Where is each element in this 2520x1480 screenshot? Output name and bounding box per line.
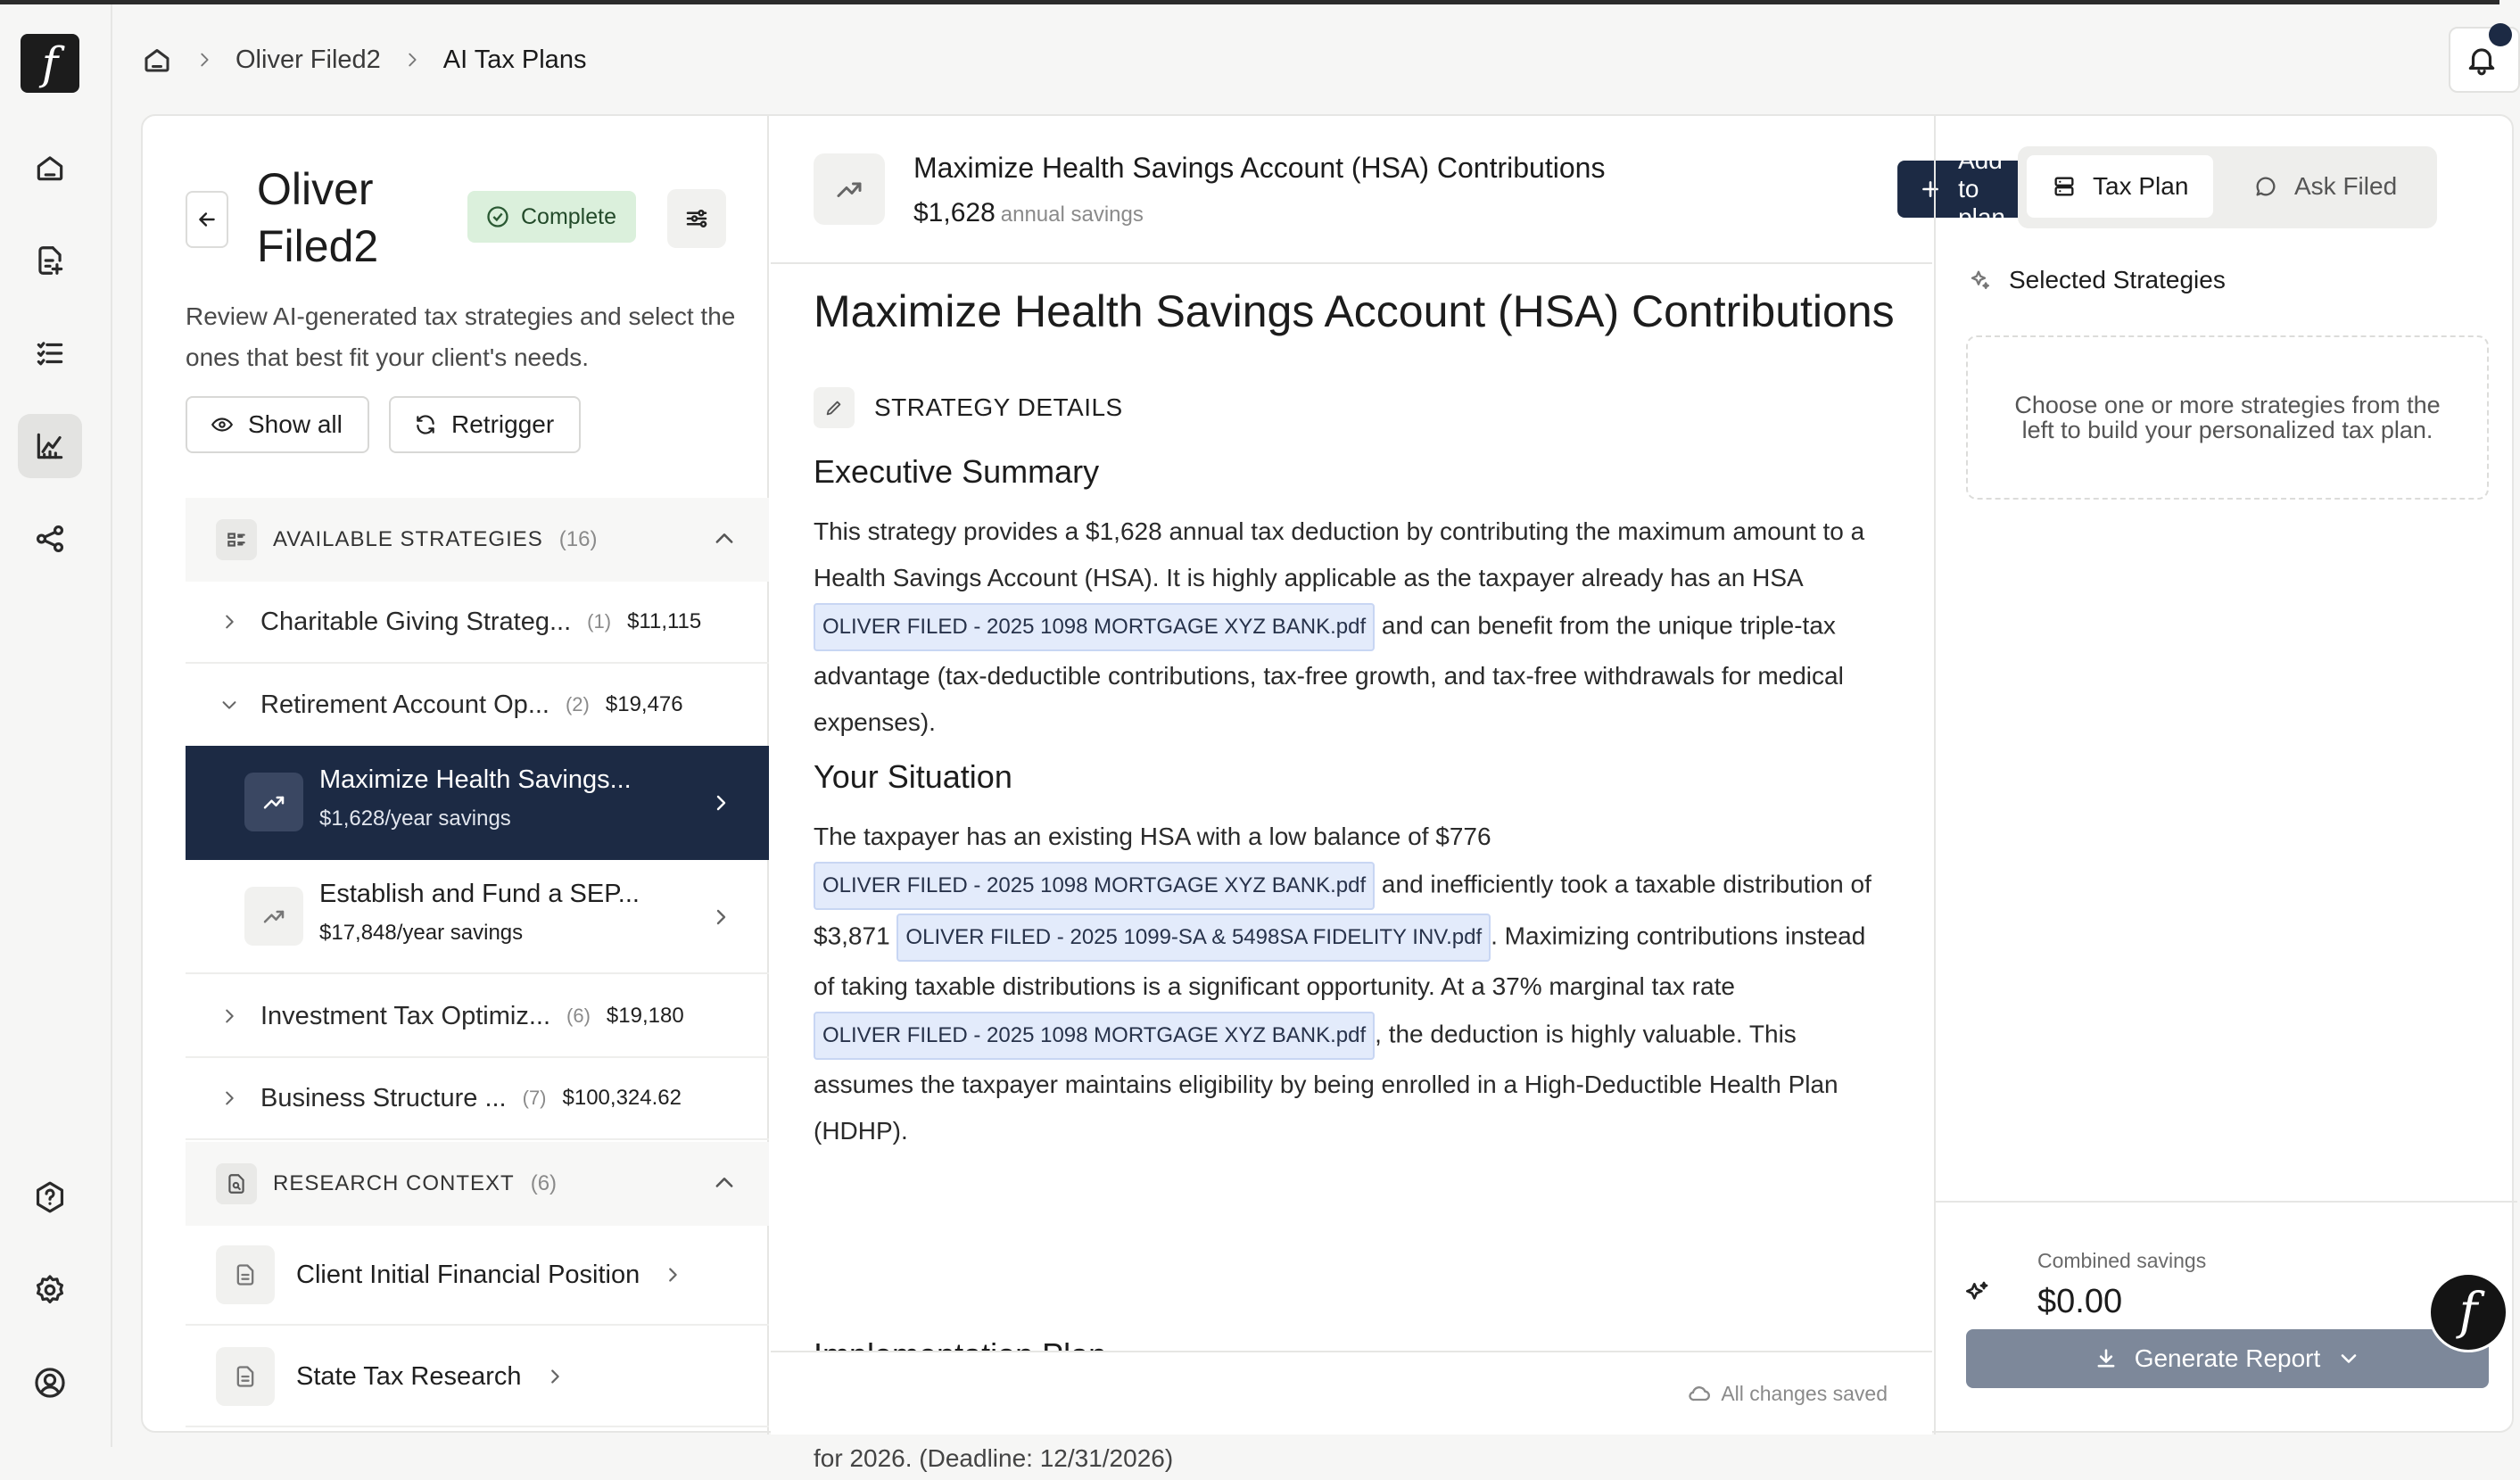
trending-up-icon <box>244 773 303 831</box>
chat-icon <box>2253 174 2278 199</box>
selected-strategies-title: Selected Strategies <box>2009 266 2226 294</box>
chevron-down-icon <box>219 695 239 715</box>
chevron-right-icon <box>219 1088 239 1108</box>
assistant-fab[interactable]: f <box>2428 1272 2508 1352</box>
document-reference[interactable]: OLIVER FILED - 2025 1098 MORTGAGE XYZ BANK.pdf <box>814 1012 1375 1060</box>
chart-icon[interactable] <box>18 414 82 478</box>
text: . Maximizing contributions instead of taking taxable distributions is a significant opportunity. At a 37% marginal tax rate <box>814 922 1866 1000</box>
strategy-savings: $1,628/year savings <box>319 806 511 831</box>
tab-tax-plan[interactable] <box>2027 155 2213 218</box>
notification-badge <box>2489 23 2512 46</box>
panel-description: Review AI-generated tax strategies and select the ones that best fit your client's needs. <box>186 302 736 371</box>
strategy-item[interactable] <box>186 860 769 974</box>
strategy-title: Maximize Health Savings... <box>319 765 632 794</box>
combined-savings-value: $0.00 <box>2037 1283 2123 1320</box>
text: and inefficiently took a taxable distribution of $3,871 <box>814 870 1871 950</box>
chevron-right-icon <box>219 1006 239 1026</box>
document-title: Maximize Health Savings Account (HSA) Contributions <box>814 286 1895 336</box>
document-icon[interactable] <box>18 228 82 293</box>
file-text-icon <box>216 1245 275 1304</box>
share-icon[interactable] <box>18 507 82 571</box>
filters-button[interactable] <box>667 189 726 248</box>
section-title: AVAILABLE STRATEGIES <box>273 527 543 551</box>
strategy-item-selected[interactable] <box>186 746 769 860</box>
list-icon <box>216 519 257 560</box>
tab-label: Ask Filed <box>2294 172 2398 200</box>
check-circle-icon <box>485 204 510 229</box>
home-icon[interactable] <box>141 44 173 76</box>
help-icon[interactable] <box>18 1165 82 1229</box>
group-name: Retirement Account Op... <box>260 690 549 719</box>
group-count: (6) <box>566 1005 591 1027</box>
group-count: (7) <box>522 1087 547 1109</box>
add-to-plan-label: Add to plan <box>1958 146 2005 231</box>
strategy-header <box>771 116 2005 264</box>
step-text: for 2026. (Deadline: 12/31/2026) <box>814 1444 1174 1472</box>
strategy-title: Establish and Fund a SEP... <box>319 880 640 908</box>
chevron-up-icon <box>712 526 737 551</box>
strategy-group[interactable] <box>186 1058 769 1140</box>
chevron-right-icon <box>194 50 214 70</box>
retrigger-button[interactable] <box>389 396 581 453</box>
group-name: Charitable Giving Strateg... <box>260 607 572 636</box>
filed-logo[interactable]: f <box>21 34 79 93</box>
selected-strategies-heading <box>1966 266 2226 294</box>
annual-savings <box>913 198 1144 228</box>
file-text-icon <box>216 1347 275 1406</box>
research-item[interactable] <box>186 1327 769 1427</box>
text: The taxpayer has an existing HSA with a low balance of $776 <box>814 823 1491 850</box>
text: and can benefit from the unique triple-tax advantage (tax-deductible contributions, tax-free growth, and tax-free withdrawals for medical expenses). <box>814 611 1844 736</box>
chevron-right-icon <box>663 1265 682 1285</box>
your-situation-text <box>814 814 1893 1154</box>
available-strategies-header[interactable] <box>186 498 769 582</box>
group-value: $19,180 <box>606 1004 684 1028</box>
client-name: Oliver Filed2 <box>257 164 379 271</box>
strategy-group[interactable] <box>186 664 769 746</box>
show-all-button[interactable] <box>186 396 369 453</box>
back-button[interactable] <box>186 191 228 248</box>
panel-tabs <box>2018 146 2437 228</box>
research-item-label: Client Initial Financial Position <box>296 1260 640 1289</box>
chevron-down-icon <box>2336 1346 2361 1371</box>
breadcrumb-client[interactable]: Oliver Filed2 <box>235 45 381 74</box>
generate-report-label: Generate Report <box>2134 1344 2321 1372</box>
strategy-detail-panel <box>771 116 2005 1472</box>
cloud-icon <box>1687 1381 1712 1406</box>
status-badge <box>467 191 636 243</box>
tasks-icon[interactable] <box>18 321 82 385</box>
generate-report-button[interactable] <box>1966 1329 2489 1388</box>
save-status-bar <box>771 1351 1932 1435</box>
chevron-right-icon <box>545 1367 565 1386</box>
group-value: $11,115 <box>627 609 702 633</box>
executive-summary-heading: Executive Summary <box>814 453 1100 490</box>
savings-label: annual savings <box>1000 203 1144 227</box>
trending-up-icon <box>244 887 303 946</box>
notifications-button[interactable] <box>2449 27 2520 93</box>
strategy-details-text: STRATEGY DETAILS <box>874 393 1123 421</box>
save-status-text: All changes saved <box>1721 1381 1888 1405</box>
retrigger-label: Retrigger <box>451 410 555 438</box>
gear-icon[interactable] <box>18 1258 82 1322</box>
sparkles-icon <box>1962 1279 1991 1308</box>
chevron-right-icon <box>402 50 422 70</box>
strategy-details-label <box>814 387 1123 428</box>
tab-ask-filed[interactable] <box>2228 155 2422 218</box>
group-value: $19,476 <box>605 692 683 716</box>
left-rail <box>0 4 112 1447</box>
breadcrumb-current: AI Tax Plans <box>442 45 587 74</box>
tax-plan-panel <box>1934 116 2516 1435</box>
group-count: (2) <box>565 693 590 715</box>
group-count: (1) <box>587 610 612 633</box>
chevron-up-icon <box>712 1170 737 1195</box>
top-border <box>0 0 2499 4</box>
tab-label: Tax Plan <box>2093 172 2189 200</box>
trending-up-icon <box>814 153 885 225</box>
show-all-label: Show all <box>248 410 343 438</box>
executive-summary-text <box>814 508 1893 746</box>
text: This strategy provides a $1,628 annual tax deduction by contributing the maximum amount to a Health Savings Account (HSA). It is highly applicable as the taxpayer already has an HSA <box>814 517 1865 591</box>
breadcrumb <box>141 37 586 82</box>
strategy-savings: $17,848/year savings <box>319 921 524 945</box>
arrow-left-icon <box>195 208 219 231</box>
group-name: Investment Tax Optimiz... <box>260 1001 551 1030</box>
section-count: (16) <box>558 527 598 551</box>
your-situation-heading: Your Situation <box>814 758 1012 795</box>
section-count: (6) <box>530 1171 558 1195</box>
save-status <box>1687 1381 1888 1406</box>
selected-strategies-empty: Choose one or more strategies from the left to build your personalized tax plan. <box>1966 335 2489 500</box>
user-icon[interactable] <box>18 1351 82 1415</box>
server-icon <box>2052 174 2077 199</box>
text: , the deduction is highly valuable. This assumes the taxpayer maintains eligibility by being enrolled in a High-Deductible Health Plan (HDHP). <box>814 1020 1838 1145</box>
chevron-right-icon <box>710 906 731 928</box>
sparkles-icon <box>1966 268 1991 293</box>
sliders-icon <box>683 205 710 232</box>
combined-savings-label: Combined savings <box>2037 1249 2207 1272</box>
status-badge-label: Complete <box>521 203 616 229</box>
main-card <box>141 114 2514 1472</box>
home-icon[interactable] <box>18 136 82 200</box>
research-item-label: State Tax Research <box>296 1361 522 1391</box>
refresh-icon <box>414 413 437 436</box>
strategy-title: Maximize Health Savings Account (HSA) Contributions <box>913 152 1606 184</box>
savings-amount: $1,628 <box>913 198 996 227</box>
research-context-header[interactable] <box>186 1142 769 1226</box>
strategies-panel <box>143 116 769 1435</box>
document-search-icon <box>216 1163 257 1204</box>
strategy-group[interactable] <box>186 582 769 664</box>
research-item[interactable] <box>186 1226 769 1326</box>
group-name: Business Structure ... <box>260 1083 507 1112</box>
document-reference[interactable]: OLIVER FILED - 2025 1098 MORTGAGE XYZ BANK.pdf <box>814 603 1375 651</box>
chevron-right-icon <box>710 792 731 814</box>
eye-icon <box>211 413 234 436</box>
download-icon <box>2094 1346 2119 1371</box>
document-reference[interactable]: OLIVER FILED - 2025 1099-SA & 5498SA FIDELITY INV.pdf <box>896 914 1491 962</box>
bell-icon <box>2465 43 2499 77</box>
strategy-group[interactable] <box>186 976 769 1058</box>
strategy-document <box>814 266 1902 1472</box>
pencil-icon[interactable] <box>814 387 855 428</box>
document-reference[interactable]: OLIVER FILED - 2025 1098 MORTGAGE XYZ BANK.pdf <box>814 862 1375 910</box>
chevron-right-icon <box>219 612 239 632</box>
group-value: $100,324.62 <box>562 1086 682 1110</box>
section-title: RESEARCH CONTEXT <box>273 1171 515 1195</box>
